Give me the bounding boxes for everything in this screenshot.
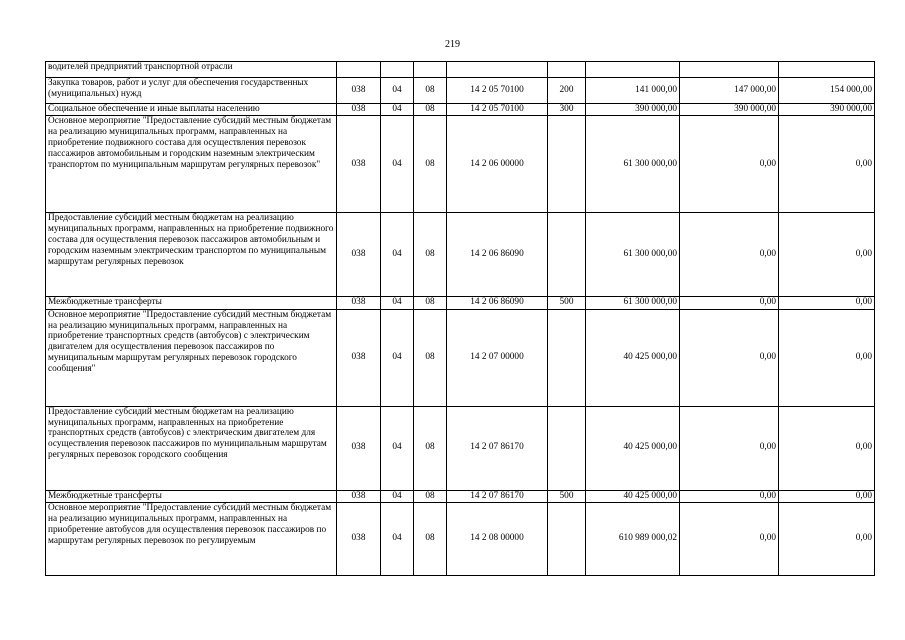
target-article-cell xyxy=(447,62,548,78)
expense-type-cell: 300 xyxy=(548,104,586,116)
ministry-code-cell: 038 xyxy=(337,116,381,213)
amount-year1-cell: 40 425 000,00 xyxy=(586,490,680,502)
section-code-cell: 04 xyxy=(381,116,414,213)
amount-year2-cell: 147 000,00 xyxy=(680,78,779,104)
amount-year2-cell: 390 000,00 xyxy=(680,104,779,116)
target-article-cell: 14 2 07 86170 xyxy=(447,490,548,502)
amount-year3-cell: 390 000,00 xyxy=(779,104,875,116)
amount-year2-cell: 0,00 xyxy=(680,116,779,213)
ministry-code-cell: 038 xyxy=(337,502,381,575)
target-article-cell: 14 2 05 70100 xyxy=(447,104,548,116)
section-code-cell: 04 xyxy=(381,309,414,406)
expense-type-cell xyxy=(548,116,586,213)
expense-type-cell xyxy=(548,502,586,575)
row-name-cell: Межбюджетные трансферты xyxy=(46,490,337,502)
amount-year1-cell: 40 425 000,00 xyxy=(586,406,680,490)
target-article-cell: 14 2 08 00000 xyxy=(447,502,548,575)
ministry-code-cell: 038 xyxy=(337,490,381,502)
row-name-cell: Основное мероприятие "Предоставление субсидий местным бюджетам на реализацию муниципальных программ, направленных на приобретение автобусов для осуществления перевозок пассажиров по маршрутам регулярных перевозок по регулируемым xyxy=(46,502,337,575)
table-row xyxy=(46,116,875,213)
amount-year1-cell: 610 989 000,02 xyxy=(586,502,680,575)
expense-type-cell xyxy=(548,309,586,406)
subsection-code-cell: 08 xyxy=(414,406,447,490)
subsection-code-cell: 08 xyxy=(414,213,447,297)
expense-type-cell xyxy=(548,406,586,490)
subsection-code-cell: 08 xyxy=(414,502,447,575)
ministry-code-cell: 038 xyxy=(337,104,381,116)
section-code-cell: 04 xyxy=(381,406,414,490)
table-row xyxy=(46,502,875,575)
amount-year3-cell: 0,00 xyxy=(779,297,875,309)
ministry-code-cell: 038 xyxy=(337,213,381,297)
amount-year3-cell: 154 000,00 xyxy=(779,78,875,104)
amount-year2-cell: 0,00 xyxy=(680,490,779,502)
row-name-cell: Основное мероприятие "Предоставление субсидий местным бюджетам на реализацию муниципальных программ, направленных на приобретение подвижного состава для осуществления перевозок пассажиров автомобильным и городским наземным электрическим транспортом по муниципальным маршрутам регулярных перевозок" xyxy=(46,116,337,213)
section-code-cell: 04 xyxy=(381,78,414,104)
ministry-code-cell xyxy=(337,62,381,78)
section-code-cell: 04 xyxy=(381,490,414,502)
table-row xyxy=(46,406,875,490)
subsection-code-cell xyxy=(414,62,447,78)
table-row xyxy=(46,297,875,309)
row-name-cell: Основное мероприятие "Предоставление субсидий местным бюджетам на реализацию муниципальных программ, направленных на приобретение транспортных средств (автобусов) с электрическим двигателем для осуществления перевозок пассажиров по муниципальным маршрутам регулярных перевозок городского сообщения" xyxy=(46,309,337,406)
section-code-cell: 04 xyxy=(381,502,414,575)
table-row xyxy=(46,213,875,297)
amount-year3-cell: 0,00 xyxy=(779,116,875,213)
expense-type-cell: 500 xyxy=(548,490,586,502)
expense-type-cell: 500 xyxy=(548,297,586,309)
amount-year2-cell: 0,00 xyxy=(680,309,779,406)
row-name-cell: Предоставление субсидий местным бюджетам на реализацию муниципальных программ, направленных на приобретение подвижного состава для осуществления перевозок пассажиров автомобильным и городским наземным электрическим транспортом по муниципальным маршрутам регулярных перевозок xyxy=(46,213,337,297)
amount-year3-cell: 0,00 xyxy=(779,213,875,297)
subsection-code-cell: 08 xyxy=(414,309,447,406)
amount-year3-cell xyxy=(779,62,875,78)
amount-year1-cell: 40 425 000,00 xyxy=(586,309,680,406)
target-article-cell: 14 2 06 86090 xyxy=(447,297,548,309)
amount-year2-cell: 0,00 xyxy=(680,406,779,490)
amount-year1-cell: 390 000,00 xyxy=(586,104,680,116)
amount-year1-cell: 61 300 000,00 xyxy=(586,213,680,297)
amount-year2-cell: 0,00 xyxy=(680,213,779,297)
ministry-code-cell: 038 xyxy=(337,406,381,490)
section-code-cell: 04 xyxy=(381,104,414,116)
row-name-cell: Закупка товаров, работ и услуг для обеспечения государственных (муниципальных) нужд xyxy=(46,78,337,104)
table-row xyxy=(46,104,875,116)
amount-year1-cell: 61 300 000,00 xyxy=(586,297,680,309)
budget-table-body xyxy=(46,62,875,576)
section-code-cell: 04 xyxy=(381,213,414,297)
amount-year2-cell: 0,00 xyxy=(680,297,779,309)
target-article-cell: 14 2 06 86090 xyxy=(447,213,548,297)
amount-year1-cell: 141 000,00 xyxy=(586,78,680,104)
subsection-code-cell: 08 xyxy=(414,116,447,213)
ministry-code-cell: 038 xyxy=(337,297,381,309)
table-row xyxy=(46,62,875,78)
section-code-cell xyxy=(381,62,414,78)
amount-year3-cell: 0,00 xyxy=(779,406,875,490)
expense-type-cell: 200 xyxy=(548,78,586,104)
target-article-cell: 14 2 05 70100 xyxy=(447,78,548,104)
page-number: 219 xyxy=(445,39,460,50)
amount-year3-cell: 0,00 xyxy=(779,490,875,502)
subsection-code-cell: 08 xyxy=(414,297,447,309)
table-row xyxy=(46,78,875,104)
ministry-code-cell: 038 xyxy=(337,309,381,406)
expense-type-cell xyxy=(548,213,586,297)
target-article-cell: 14 2 07 00000 xyxy=(447,309,548,406)
subsection-code-cell: 08 xyxy=(414,490,447,502)
section-code-cell: 04 xyxy=(381,297,414,309)
row-name-cell: водителей предприятий транспортной отрасли xyxy=(46,62,337,78)
subsection-code-cell: 08 xyxy=(414,78,447,104)
target-article-cell: 14 2 06 00000 xyxy=(447,116,548,213)
amount-year3-cell: 0,00 xyxy=(779,502,875,575)
amount-year1-cell: 61 300 000,00 xyxy=(586,116,680,213)
budget-table xyxy=(45,61,875,576)
target-article-cell: 14 2 07 86170 xyxy=(447,406,548,490)
amount-year1-cell xyxy=(586,62,680,78)
ministry-code-cell: 038 xyxy=(337,78,381,104)
subsection-code-cell: 08 xyxy=(414,104,447,116)
expense-type-cell xyxy=(548,62,586,78)
amount-year3-cell: 0,00 xyxy=(779,309,875,406)
row-name-cell: Предоставление субсидий местным бюджетам на реализацию муниципальных программ, направленных на приобретение транспортных средств (автобусов) с электрическим двигателем для осуществления перевозок пассажиров по муниципальным маршрутам регулярных перевозок городского сообщения xyxy=(46,406,337,490)
amount-year2-cell: 0,00 xyxy=(680,502,779,575)
amount-year2-cell xyxy=(680,62,779,78)
row-name-cell: Социальное обеспечение и иные выплаты населению xyxy=(46,104,337,116)
table-row xyxy=(46,309,875,406)
table-row xyxy=(46,490,875,502)
row-name-cell: Межбюджетные трансферты xyxy=(46,297,337,309)
